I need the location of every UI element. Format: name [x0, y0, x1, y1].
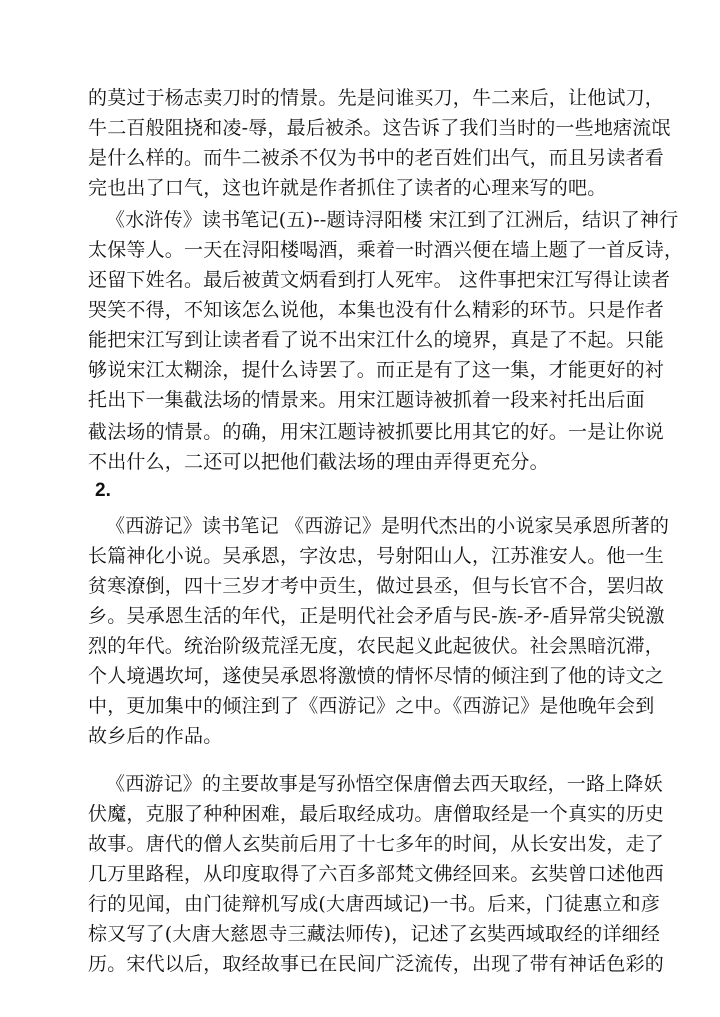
paragraph-line: 行的见闻，由门徒辩机写成(大唐西域记)一书。后来，门徒惠立和彦: [88, 893, 661, 915]
paragraph-line: 截法场的情景。的确，用宋江题诗被抓要比用其它的好。一是让你说: [88, 421, 665, 443]
paragraph-line: 还留下姓名。最后被黄文炳看到打人死牢。 这件事把宋江写得让读者: [88, 269, 671, 291]
paragraph-line: 《西游记》的主要故事是写孙悟空保唐僧去西天取经，一路上降妖: [106, 773, 663, 795]
paragraph-line: 《西游记》读书笔记 《西游记》是明代杰出的小说家吴承恩所著的: [106, 515, 670, 537]
paragraph-line: 托出下一集截法场的情景来。用宋江题诗被抓着一段来衬托出后面: [88, 389, 645, 411]
paragraph-line: 棕又写了(大唐大慈恩寺三藏法师传)，记述了玄奘西域取经的详细经: [88, 923, 661, 945]
paragraph-line: 几万里路程，从印度取得了六百多部梵文佛经回来。玄奘曾口述他西: [88, 863, 665, 885]
paragraph-line: 够说宋江太糊涂，提什么诗罢了。而正是有了这一集，才能更好的衬: [88, 359, 665, 381]
section-number: 2.: [95, 480, 111, 501]
paragraph-line: 的莫过于杨志卖刀时的情景。先是问谁买刀，牛二来后，让他试刀，: [88, 87, 665, 109]
paragraph-line: 《水浒传》读书笔记(五)--题诗浔阳楼 宋江到了江洲后，结识了神行: [106, 209, 679, 231]
paragraph-line: 长篇神化小说。吴承恩，字汝忠，号射阳山人，江苏淮安人。他一生: [88, 545, 665, 567]
paragraph-line: 太保等人。一天在浔阳楼喝酒，乘着一时酒兴便在墙上题了一首反诗，: [88, 239, 684, 261]
paragraph-line: 烈的年代。统治阶级荒淫无度，农民起义此起彼伏。社会黑暗沉滞，: [88, 635, 665, 657]
paragraph-line: 故事。唐代的僧人玄奘前后用了十七多年的时间，从长安出发，走了: [88, 833, 665, 855]
paragraph-line: 是什么样的。而牛二被杀不仅为书中的老百姓们出气，而且另读者看: [88, 147, 665, 169]
paragraph-line: 不出什么，二还可以把他们截法场的理由弄得更充分。: [88, 451, 549, 473]
paragraph-line: 牛二百般阻挠和凌-辱，最后被杀。这告诉了我们当时的一些地痞流氓: [88, 117, 671, 139]
paragraph-line: 哭笑不得，不知该怎么说他，本集也没有什么精彩的环节。只是作者: [88, 299, 665, 321]
paragraph-line: 乡。吴承恩生活的年代，正是明代社会矛盾与民-族-矛-盾异常尖锐激: [88, 605, 665, 627]
paragraph-line: 贫寒潦倒，四十三岁才考中贡生，做过县丞，但与长官不合，罢归故: [88, 575, 665, 597]
paragraph-line: 中，更加集中的倾注到了《西游记》之中。《西游记》是他晚年会到: [88, 695, 655, 717]
paragraph-line: 故乡后的作品。: [88, 725, 223, 747]
paragraph-line: 能把宋江写到让读者看了说不出宋江什么的境界，真是了不起。只能: [88, 329, 665, 351]
paragraph-line: 完也出了口气，这也许就是作者抓住了读者的心理来写的吧。: [88, 177, 607, 199]
paragraph-line: 伏魔，克服了种种困难，最后取经成功。唐僧取经是一个真实的历史: [88, 803, 665, 825]
paragraph-line: 历。宋代以后，取经故事已在民间广泛流传，出现了带有神话色彩的: [88, 953, 665, 975]
paragraph-line: 个人境遇坎坷，遂使吴承恩将激愤的情怀尽情的倾注到了他的诗文之: [88, 665, 665, 687]
